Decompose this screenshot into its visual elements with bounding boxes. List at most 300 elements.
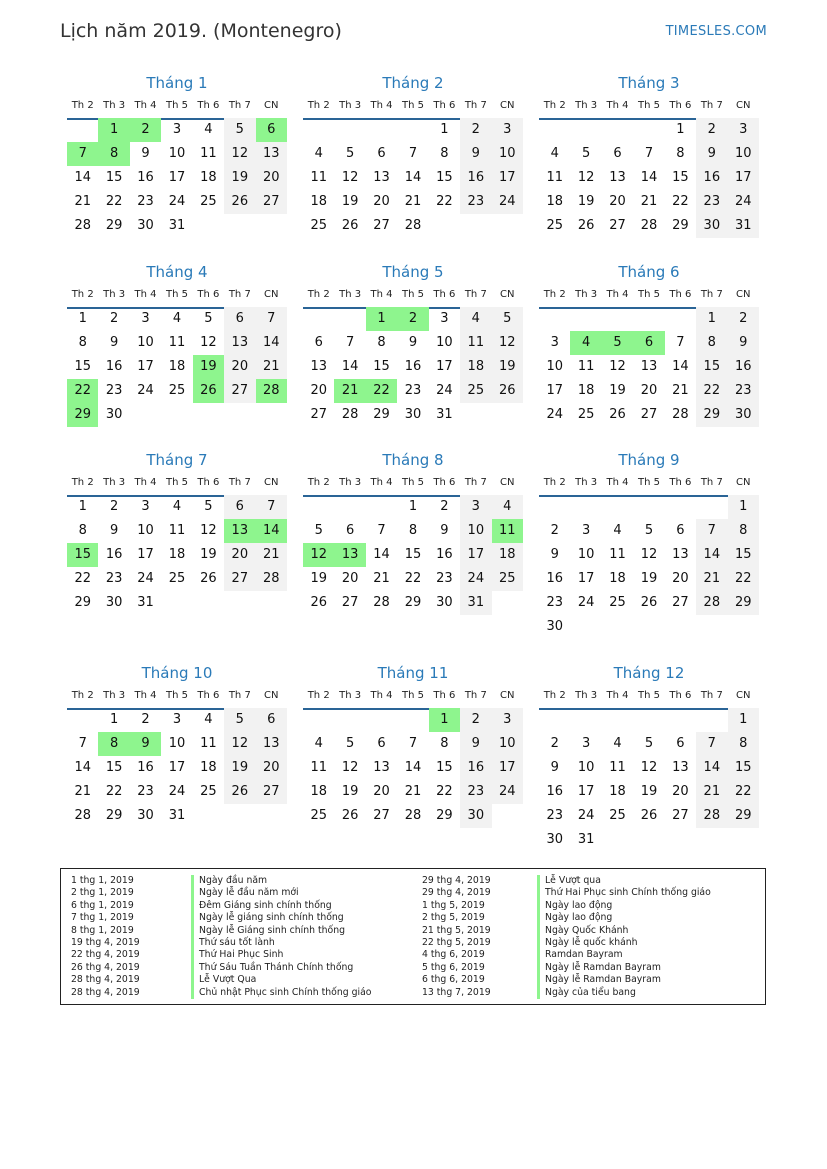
day-cell: 8 bbox=[440, 146, 449, 161]
weekday-label: Th 2 bbox=[303, 94, 334, 120]
empty-cell bbox=[633, 118, 664, 142]
day-cell: 10 bbox=[492, 142, 523, 166]
day-cell: 25 bbox=[577, 407, 595, 422]
day-cell: 19 bbox=[492, 355, 523, 379]
day-cell: 27 bbox=[373, 808, 390, 823]
weekday-label: Th 2 bbox=[539, 94, 570, 120]
weekday-label: Th 2 bbox=[67, 94, 98, 120]
day-cell: 29 bbox=[436, 808, 453, 823]
weekday-label: CN bbox=[728, 283, 759, 309]
weekday-header bbox=[303, 684, 523, 708]
day-cell: 7 bbox=[377, 523, 386, 538]
day-cell: 21 bbox=[640, 194, 658, 209]
day-cell: 26 bbox=[224, 190, 255, 214]
day-cell: 30 bbox=[460, 804, 491, 828]
day-cell: 17 bbox=[168, 760, 186, 775]
month-2 bbox=[303, 72, 523, 261]
day-cell: 9 bbox=[550, 547, 559, 562]
day-cell: 13 bbox=[609, 170, 626, 185]
legend-date: 13 thg 7, 2019 bbox=[422, 986, 491, 998]
weekday-label: Th 5 bbox=[161, 283, 192, 309]
day-cell: 2 bbox=[728, 307, 759, 331]
day-grid bbox=[539, 118, 759, 238]
legend-date: 6 thg 1, 2019 bbox=[71, 899, 134, 911]
day-cell: 25 bbox=[200, 194, 217, 209]
day-cell: 17 bbox=[546, 383, 563, 398]
day-cell: 11 bbox=[168, 523, 186, 538]
day-cell: 24 bbox=[546, 407, 563, 422]
day-cell: 26 bbox=[577, 218, 595, 233]
day-cell: 17 bbox=[492, 166, 523, 190]
day-cell: 8 bbox=[78, 523, 87, 538]
legend-holiday-name: Thứ Sáu Tuần Thánh Chính thống bbox=[191, 962, 422, 974]
day-cell: 20 bbox=[373, 784, 390, 799]
month-title: Tháng 7 bbox=[146, 451, 208, 469]
day-cell: 12 bbox=[577, 170, 595, 185]
day-cell: 17 bbox=[460, 543, 491, 567]
day-cell: 17 bbox=[577, 784, 595, 799]
day-cell: 1 bbox=[408, 499, 418, 514]
day-cell: 13 bbox=[672, 547, 689, 562]
empty-cell bbox=[303, 307, 334, 331]
day-cell: 24 bbox=[492, 190, 523, 214]
day-cell: 30 bbox=[137, 218, 154, 233]
legend-date: 2 thg 1, 2019 bbox=[71, 887, 134, 899]
weekday-label: Th 7 bbox=[224, 283, 255, 309]
empty-cell bbox=[602, 495, 633, 519]
empty-cell bbox=[366, 708, 397, 732]
day-cell: 27 bbox=[310, 407, 327, 422]
empty-cell bbox=[397, 118, 428, 142]
holiday-day-cell: 28 bbox=[256, 379, 287, 403]
day-cell: 27 bbox=[256, 190, 287, 214]
day-cell: 12 bbox=[609, 359, 626, 374]
day-cell: 16 bbox=[137, 170, 154, 185]
weekday-header bbox=[539, 471, 759, 495]
day-cell: 2 bbox=[460, 118, 491, 142]
empty-cell bbox=[539, 118, 570, 142]
empty-cell bbox=[633, 495, 664, 519]
day-cell: 20 bbox=[256, 756, 287, 780]
day-cell: 8 bbox=[676, 146, 685, 161]
month-title: Tháng 6 bbox=[618, 263, 680, 281]
legend-holiday-name: Ngày của tiểu bang bbox=[537, 987, 767, 999]
day-cell: 27 bbox=[224, 567, 255, 591]
day-cell: 23 bbox=[137, 784, 154, 799]
day-cell: 21 bbox=[373, 571, 390, 586]
day-cell: 24 bbox=[460, 567, 491, 591]
weekday-label: Th 7 bbox=[460, 283, 491, 309]
weekday-header bbox=[539, 684, 759, 708]
weekday-label: Th 3 bbox=[570, 283, 601, 309]
day-cell: 27 bbox=[640, 407, 658, 422]
day-cell: 30 bbox=[105, 595, 123, 610]
weekday-label: Th 3 bbox=[334, 684, 365, 710]
day-cell: 8 bbox=[696, 331, 727, 355]
day-cell: 9 bbox=[109, 335, 119, 350]
month-3 bbox=[539, 72, 759, 261]
day-cell: 14 bbox=[696, 543, 727, 567]
weekday-label: Th 2 bbox=[303, 684, 334, 710]
month-8 bbox=[303, 449, 523, 662]
day-cell: 20 bbox=[256, 166, 287, 190]
holiday-day-cell: 8 bbox=[98, 732, 129, 756]
weekday-label: Th 2 bbox=[539, 283, 570, 309]
day-cell: 12 bbox=[200, 523, 217, 538]
day-cell: 12 bbox=[341, 170, 359, 185]
weekday-label: Th 3 bbox=[570, 471, 601, 497]
day-cell: 11 bbox=[310, 170, 327, 185]
empty-cell bbox=[602, 118, 633, 142]
weekday-label: Th 2 bbox=[303, 283, 334, 309]
weekday-header bbox=[303, 94, 523, 118]
day-cell: 13 bbox=[256, 732, 287, 756]
day-cell: 27 bbox=[609, 218, 626, 233]
day-cell: 13 bbox=[373, 760, 390, 775]
day-cell: 16 bbox=[728, 355, 759, 379]
empty-cell bbox=[67, 708, 98, 732]
weekday-label: Th 3 bbox=[98, 94, 129, 120]
weekday-label: CN bbox=[256, 283, 287, 309]
day-cell: 30 bbox=[137, 808, 154, 823]
day-cell: 10 bbox=[546, 359, 563, 374]
holiday-day-cell: 21 bbox=[334, 379, 365, 403]
empty-cell bbox=[334, 708, 365, 732]
weekday-label: Th 4 bbox=[366, 283, 397, 309]
weekday-label: Th 6 bbox=[429, 94, 460, 120]
empty-cell bbox=[397, 708, 428, 732]
weekday-label: Th 5 bbox=[633, 283, 664, 309]
empty-cell bbox=[334, 495, 365, 519]
legend-holiday-name: Ngày lễ Ramdan Bayram bbox=[537, 974, 767, 986]
day-cell: 16 bbox=[105, 359, 123, 374]
legend-date: 2 thg 5, 2019 bbox=[422, 912, 485, 924]
holiday-day-cell: 13 bbox=[334, 543, 365, 567]
day-cell: 24 bbox=[492, 780, 523, 804]
holiday-day-cell: 22 bbox=[366, 379, 397, 403]
day-cell: 10 bbox=[168, 736, 186, 751]
day-cell: 12 bbox=[640, 760, 658, 775]
day-cell: 17 bbox=[436, 359, 453, 374]
empty-cell bbox=[67, 118, 98, 142]
day-cell: 9 bbox=[440, 523, 449, 538]
day-cell: 4 bbox=[204, 122, 213, 137]
weekday-label: Th 2 bbox=[67, 471, 98, 497]
day-cell: 1 bbox=[728, 708, 759, 732]
day-cell: 23 bbox=[696, 190, 727, 214]
legend-date: 29 thg 4, 2019 bbox=[422, 887, 491, 899]
legend-date: 4 thg 6, 2019 bbox=[422, 949, 485, 961]
day-cell: 21 bbox=[696, 780, 727, 804]
holiday-day-cell: 26 bbox=[193, 379, 224, 403]
day-cell: 1 bbox=[78, 499, 87, 514]
day-cell: 28 bbox=[404, 808, 422, 823]
day-cell: 25 bbox=[609, 595, 626, 610]
day-cell: 23 bbox=[546, 808, 563, 823]
day-cell: 15 bbox=[436, 170, 453, 185]
day-cell: 9 bbox=[728, 331, 759, 355]
day-cell: 5 bbox=[345, 736, 355, 751]
legend-holiday-name: Ngày lễ giáng sinh chính thống bbox=[191, 912, 422, 924]
day-cell: 16 bbox=[404, 359, 422, 374]
month-9 bbox=[539, 449, 759, 662]
weekday-label: CN bbox=[728, 94, 759, 120]
day-cell: 20 bbox=[224, 543, 255, 567]
day-grid bbox=[67, 708, 287, 828]
month-title: Tháng 2 bbox=[382, 74, 444, 92]
holiday-day-cell: 6 bbox=[633, 331, 664, 355]
month-11 bbox=[303, 662, 523, 851]
day-cell: 8 bbox=[728, 732, 759, 756]
day-cell: 17 bbox=[492, 756, 523, 780]
day-cell: 17 bbox=[137, 547, 154, 562]
weekday-label: Th 5 bbox=[397, 283, 428, 309]
day-cell: 5 bbox=[345, 146, 355, 161]
day-cell: 20 bbox=[609, 194, 626, 209]
day-cell: 5 bbox=[204, 311, 213, 326]
weekday-label: Th 7 bbox=[224, 684, 255, 710]
month-title: Tháng 4 bbox=[146, 263, 208, 281]
legend-date: 21 thg 5, 2019 bbox=[422, 924, 491, 936]
day-cell: 19 bbox=[310, 571, 327, 586]
day-cell: 15 bbox=[672, 170, 689, 185]
weekday-header bbox=[303, 283, 523, 307]
empty-cell bbox=[570, 495, 601, 519]
month-12 bbox=[539, 662, 759, 851]
weekday-label: Th 5 bbox=[633, 471, 664, 497]
day-cell: 10 bbox=[577, 760, 595, 775]
legend-holiday-name: Ngày đầu năm bbox=[191, 875, 422, 887]
brand-link[interactable]: TIMESLES.COM bbox=[665, 24, 767, 39]
day-cell: 16 bbox=[460, 166, 491, 190]
day-cell: 6 bbox=[676, 523, 685, 538]
day-grid bbox=[303, 307, 523, 427]
day-cell: 15 bbox=[373, 359, 390, 374]
day-grid bbox=[303, 708, 523, 828]
day-cell: 25 bbox=[200, 784, 217, 799]
day-cell: 7 bbox=[256, 495, 287, 519]
day-cell: 18 bbox=[609, 784, 626, 799]
day-cell: 28 bbox=[672, 407, 689, 422]
day-cell: 7 bbox=[696, 732, 727, 756]
weekday-label: CN bbox=[492, 283, 523, 309]
weekday-label: Th 2 bbox=[539, 684, 570, 710]
day-cell: 2 bbox=[440, 499, 449, 514]
day-cell: 21 bbox=[256, 543, 287, 567]
day-cell: 20 bbox=[373, 194, 390, 209]
holiday-day-cell: 22 bbox=[67, 379, 98, 403]
weekday-label: Th 2 bbox=[67, 283, 98, 309]
day-cell: 3 bbox=[172, 712, 182, 727]
legend-holiday-name: Ngày lễ quốc khánh bbox=[537, 937, 767, 949]
legend-holiday-name: Ngày Quốc Khánh bbox=[537, 925, 767, 937]
day-cell: 28 bbox=[341, 407, 359, 422]
legend-holiday-name: Ngày lao động bbox=[537, 900, 767, 912]
day-cell: 27 bbox=[256, 780, 287, 804]
day-cell: 1 bbox=[109, 712, 119, 727]
day-cell: 11 bbox=[200, 146, 217, 161]
day-cell: 12 bbox=[224, 732, 255, 756]
day-cell: 7 bbox=[408, 736, 418, 751]
weekday-label: Th 3 bbox=[334, 471, 365, 497]
day-cell: 5 bbox=[644, 523, 654, 538]
day-cell: 24 bbox=[577, 808, 595, 823]
day-cell: 6 bbox=[314, 335, 323, 350]
day-cell: 26 bbox=[310, 595, 327, 610]
weekday-label: Th 6 bbox=[429, 283, 460, 309]
day-cell: 8 bbox=[440, 736, 449, 751]
weekday-label: Th 3 bbox=[334, 283, 365, 309]
weekday-label: Th 5 bbox=[161, 94, 192, 120]
day-cell: 27 bbox=[373, 218, 390, 233]
month-title: Tháng 5 bbox=[382, 263, 444, 281]
holiday-day-cell: 2 bbox=[397, 307, 428, 331]
month-title: Tháng 12 bbox=[613, 664, 685, 682]
empty-cell bbox=[539, 307, 570, 331]
day-cell: 24 bbox=[168, 194, 186, 209]
day-cell: 26 bbox=[341, 808, 359, 823]
weekday-label: Th 7 bbox=[224, 94, 255, 120]
day-cell: 19 bbox=[224, 756, 255, 780]
day-cell: 5 bbox=[492, 307, 523, 331]
day-grid bbox=[539, 307, 759, 427]
legend-holiday-name: Thứ sáu tốt lành bbox=[191, 937, 422, 949]
day-cell: 16 bbox=[436, 547, 453, 562]
empty-cell bbox=[665, 307, 696, 331]
day-cell: 4 bbox=[172, 311, 182, 326]
day-cell: 2 bbox=[109, 499, 119, 514]
day-grid bbox=[303, 495, 523, 615]
day-cell: 6 bbox=[377, 736, 386, 751]
day-cell: 24 bbox=[436, 383, 453, 398]
legend-holiday-name: Ngày lễ Giáng sinh chính thống bbox=[191, 925, 422, 937]
weekday-label: Th 4 bbox=[130, 684, 161, 710]
empty-cell bbox=[696, 708, 727, 732]
day-grid bbox=[67, 118, 287, 238]
day-cell: 26 bbox=[640, 595, 658, 610]
day-cell: 17 bbox=[137, 359, 154, 374]
day-cell: 12 bbox=[492, 331, 523, 355]
day-cell: 14 bbox=[373, 547, 390, 562]
weekday-label: Th 2 bbox=[303, 471, 334, 497]
day-cell: 26 bbox=[200, 571, 217, 586]
empty-cell bbox=[366, 118, 397, 142]
day-cell: 21 bbox=[74, 194, 91, 209]
day-cell: 22 bbox=[696, 379, 727, 403]
day-cell: 27 bbox=[672, 808, 689, 823]
holiday-day-cell: 2 bbox=[130, 118, 161, 142]
weekday-label: Th 3 bbox=[334, 94, 365, 120]
day-cell: 30 bbox=[404, 407, 422, 422]
day-cell: 8 bbox=[78, 335, 87, 350]
day-cell: 1 bbox=[676, 122, 685, 137]
day-cell: 26 bbox=[341, 218, 359, 233]
day-cell: 25 bbox=[310, 808, 327, 823]
day-cell: 17 bbox=[728, 166, 759, 190]
day-cell: 5 bbox=[224, 708, 255, 732]
day-cell: 11 bbox=[577, 359, 595, 374]
empty-cell bbox=[602, 307, 633, 331]
legend-date: 26 thg 4, 2019 bbox=[71, 961, 140, 973]
day-cell: 14 bbox=[74, 170, 91, 185]
day-cell: 19 bbox=[640, 571, 658, 586]
day-cell: 6 bbox=[224, 307, 255, 331]
weekday-label: Th 6 bbox=[193, 684, 224, 710]
day-cell: 29 bbox=[728, 591, 759, 615]
day-cell: 2 bbox=[109, 311, 119, 326]
weekday-label: Th 5 bbox=[633, 684, 664, 710]
legend-holiday-name: Ngày lao động bbox=[537, 912, 767, 924]
holiday-day-cell: 19 bbox=[193, 355, 224, 379]
month-title: Tháng 11 bbox=[377, 664, 449, 682]
month-title: Tháng 3 bbox=[618, 74, 680, 92]
day-cell: 11 bbox=[310, 760, 327, 775]
day-cell: 16 bbox=[460, 756, 491, 780]
day-cell: 31 bbox=[168, 218, 186, 233]
weekday-label: CN bbox=[492, 684, 523, 710]
holiday-day-cell: 4 bbox=[570, 331, 601, 355]
weekday-label: Th 5 bbox=[161, 684, 192, 710]
holiday-day-cell: 1 bbox=[98, 118, 129, 142]
day-cell: 16 bbox=[137, 760, 154, 775]
day-cell: 12 bbox=[224, 142, 255, 166]
day-cell: 3 bbox=[550, 335, 559, 350]
day-cell: 1 bbox=[728, 495, 759, 519]
legend-holiday-name: Ramdan Bayram bbox=[537, 949, 767, 961]
weekday-label: Th 6 bbox=[665, 94, 696, 120]
day-cell: 15 bbox=[696, 355, 727, 379]
day-grid bbox=[539, 495, 759, 639]
holiday-day-cell: 1 bbox=[429, 708, 460, 732]
day-cell: 22 bbox=[728, 780, 759, 804]
day-cell: 29 bbox=[404, 595, 422, 610]
day-cell: 18 bbox=[310, 194, 327, 209]
day-cell: 5 bbox=[581, 146, 591, 161]
weekday-label: Th 6 bbox=[665, 471, 696, 497]
day-cell: 23 bbox=[728, 379, 759, 403]
day-cell: 2 bbox=[141, 712, 150, 727]
day-cell: 3 bbox=[141, 499, 150, 514]
day-cell: 14 bbox=[256, 331, 287, 355]
day-cell: 3 bbox=[581, 523, 591, 538]
day-cell: 18 bbox=[577, 383, 595, 398]
month-5 bbox=[303, 261, 523, 450]
day-cell: 28 bbox=[74, 218, 91, 233]
holiday-day-cell: 7 bbox=[67, 142, 98, 166]
day-grid bbox=[539, 708, 759, 852]
day-cell: 5 bbox=[644, 736, 654, 751]
day-cell: 17 bbox=[168, 170, 186, 185]
legend-holiday-name: Đêm Giáng sinh chính thống bbox=[191, 900, 422, 912]
day-cell: 15 bbox=[404, 547, 422, 562]
weekday-label: CN bbox=[492, 471, 523, 497]
day-cell: 3 bbox=[460, 495, 491, 519]
weekday-label: CN bbox=[728, 684, 759, 710]
day-cell: 3 bbox=[141, 311, 150, 326]
day-cell: 29 bbox=[728, 804, 759, 828]
weekday-label: Th 5 bbox=[397, 684, 428, 710]
weekday-label: Th 4 bbox=[366, 471, 397, 497]
day-cell: 27 bbox=[672, 595, 689, 610]
weekday-label: Th 4 bbox=[366, 684, 397, 710]
weekday-label: Th 2 bbox=[539, 471, 570, 497]
month-1 bbox=[67, 72, 287, 261]
day-cell: 23 bbox=[137, 194, 154, 209]
day-cell: 3 bbox=[440, 311, 449, 326]
legend-holiday-name: Ngày lễ đầu năm mới bbox=[191, 887, 422, 899]
day-cell: 22 bbox=[436, 194, 453, 209]
day-cell: 29 bbox=[696, 403, 727, 427]
